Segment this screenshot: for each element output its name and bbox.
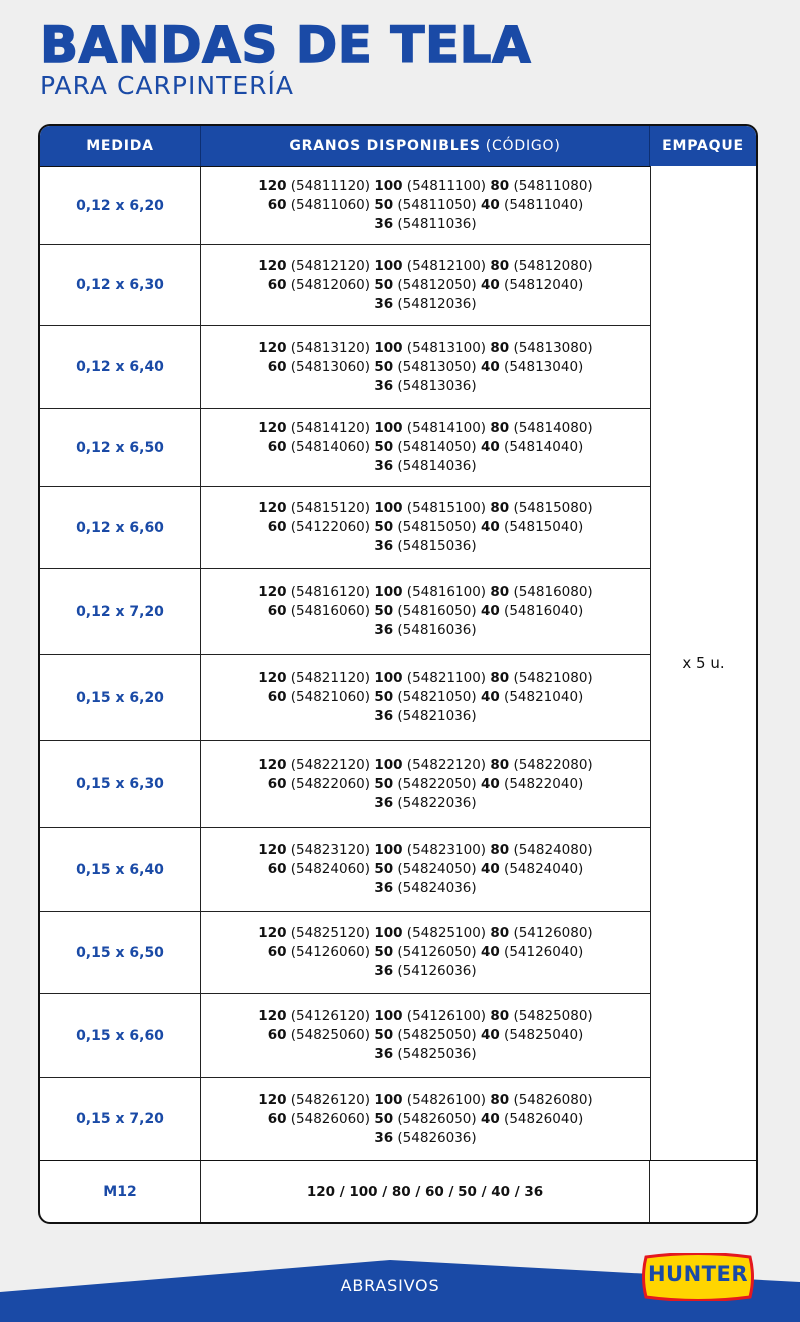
grit-number: 36: [374, 794, 394, 811]
grit-code: (54815120): [286, 500, 375, 516]
grit-number: 80: [490, 756, 510, 773]
grit-number: 80: [490, 178, 510, 194]
grit-number: 100: [374, 756, 403, 773]
granos-line: [374, 1129, 476, 1148]
grit-number: 80: [490, 257, 510, 274]
granos-line: [258, 924, 592, 943]
granos-line: [258, 419, 592, 438]
grit-code: (54126100): [402, 1008, 491, 1024]
granos-cell: [201, 167, 650, 244]
grit-number: 50: [374, 1110, 394, 1127]
granos-cell: [201, 326, 650, 408]
medida-cell: 0,12 x 6,50: [40, 409, 201, 486]
grit-code: (54813050): [393, 358, 481, 375]
grit-number: 100: [374, 925, 403, 941]
grit-code: (54824060): [286, 861, 375, 877]
table-row: [40, 828, 756, 912]
grit-number: 80: [490, 670, 510, 686]
grit-number: 40: [480, 1027, 500, 1043]
table-footer-row: [40, 1160, 756, 1222]
table-row: [40, 409, 756, 487]
granos-cell: [201, 409, 650, 486]
granos-line: [268, 688, 584, 707]
granos-line: [374, 621, 476, 640]
grit-code: (54821036): [393, 708, 477, 724]
granos-line: [258, 339, 592, 358]
grit-code: (54811036): [393, 216, 477, 232]
grit-code: (54815036): [393, 538, 477, 554]
grit-code: (54811080): [509, 178, 593, 194]
grit-code: (54126040): [499, 944, 584, 960]
granos-line: [258, 756, 592, 775]
granos-cell: [201, 487, 650, 568]
grit-code: (54825060): [286, 1027, 375, 1043]
product-table: [38, 124, 758, 1224]
grit-number: 80: [490, 339, 510, 356]
grit-number: 60: [267, 603, 287, 619]
grit-number: 36: [374, 1046, 394, 1062]
grit-number: 36: [374, 963, 394, 979]
grit-number: 80: [490, 420, 510, 436]
granos-cell: [201, 1078, 650, 1160]
grit-number: 60: [267, 861, 287, 877]
grit-code: (54811120): [286, 178, 375, 194]
grit-number: 100: [374, 339, 403, 356]
medida-cell: 0,12 x 6,60: [40, 487, 201, 568]
grit-number: 40: [480, 1110, 500, 1127]
table-header: [40, 126, 756, 166]
table-row: [40, 167, 756, 245]
grit-number: 60: [267, 689, 287, 705]
grit-code: (54825040): [499, 1027, 584, 1043]
grit-code: (54821040): [499, 689, 584, 705]
grit-code: (54826120): [286, 1091, 375, 1108]
medida-cell: 0,15 x 6,40: [40, 828, 201, 911]
grit-code: (54813120): [286, 339, 375, 356]
grit-code: (54812060): [286, 276, 375, 293]
grit-code: (54811040): [499, 197, 584, 213]
granos-line: [258, 841, 592, 860]
grit-code: (54811100): [402, 178, 491, 194]
granos-line: [268, 358, 584, 377]
table-row: [40, 569, 756, 655]
grit-number: 36: [374, 880, 394, 896]
grit-code: (54815100): [402, 500, 491, 516]
grit-number: 60: [267, 519, 287, 535]
granos-cell: [201, 245, 650, 325]
grit-number: 120: [258, 1091, 287, 1108]
grit-number: 50: [374, 861, 394, 877]
grit-number: 50: [374, 689, 394, 705]
grit-number: 120: [258, 670, 287, 686]
grit-number: 50: [374, 276, 394, 293]
granos-line: [374, 962, 476, 981]
grit-code: (54813060): [286, 358, 375, 375]
grit-number: 60: [267, 1110, 287, 1127]
grit-number: 80: [490, 1008, 510, 1024]
grit-number: 80: [490, 500, 510, 516]
medida-cell: 0,12 x 6,20: [40, 167, 201, 244]
granos-line: [268, 438, 584, 457]
granos-cell: [201, 655, 650, 740]
grit-number: 60: [267, 775, 287, 792]
grit-number: 36: [374, 295, 394, 312]
granos-line: [258, 257, 592, 276]
medida-cell: 0,15 x 6,50: [40, 912, 201, 993]
grit-number: 80: [490, 584, 510, 600]
granos-cell: [201, 569, 650, 654]
table-row: [40, 655, 756, 741]
grit-number: 100: [374, 500, 403, 516]
grit-number: 36: [374, 708, 394, 724]
grit-code: (54816060): [286, 603, 375, 619]
grit-code: (54814100): [402, 420, 491, 436]
table-row: [40, 912, 756, 994]
grit-number: 60: [267, 944, 287, 960]
page-subtitle: PARA CARPINTERÍA: [40, 71, 294, 100]
footer-granos: 120 / 100 / 80 / 60 / 50 / 40 / 36: [201, 1161, 650, 1223]
granos-line: [374, 537, 476, 556]
grit-number: 60: [267, 1027, 287, 1043]
grit-code: (54823100): [402, 842, 491, 858]
grit-number: 120: [258, 584, 287, 600]
grit-code: (54826040): [499, 1110, 584, 1127]
grit-number: 40: [480, 519, 500, 535]
grit-number: 36: [374, 458, 394, 474]
granos-line: [268, 196, 584, 215]
grit-number: 100: [374, 1091, 403, 1108]
grit-number: 40: [480, 775, 500, 792]
granos-cell: [201, 741, 650, 827]
grit-number: 80: [490, 925, 510, 941]
grit-number: 120: [258, 756, 287, 773]
granos-cell: [201, 912, 650, 993]
granos-line: [268, 1026, 584, 1045]
grit-code: (54126080): [509, 925, 593, 941]
grit-code: (54812100): [402, 257, 491, 274]
table-row: [40, 1078, 756, 1161]
granos-line: [268, 276, 584, 295]
grit-code: (54826100): [402, 1091, 491, 1108]
grit-code: (54126036): [393, 963, 477, 979]
grit-number: 120: [258, 500, 287, 516]
grit-number: 120: [258, 257, 287, 274]
grit-code: (54821060): [286, 689, 375, 705]
grit-code: (54824040): [499, 861, 584, 877]
grit-code: (54812120): [286, 257, 375, 274]
grit-code: (54814050): [393, 439, 481, 455]
grit-number: 50: [374, 1027, 394, 1043]
granos-line: [268, 943, 584, 962]
grit-code: (54822080): [509, 756, 593, 773]
grit-number: 60: [267, 197, 287, 213]
grit-number: 50: [374, 944, 394, 960]
grit-number: 50: [374, 519, 394, 535]
granos-line: [258, 583, 592, 602]
column-header-empaque: EMPAQUE: [662, 138, 744, 154]
grit-number: 100: [374, 420, 403, 436]
grit-number: 40: [480, 861, 500, 877]
table-row: [40, 741, 756, 828]
grit-code: (54825120): [286, 925, 375, 941]
grit-number: 40: [480, 358, 500, 375]
grit-number: 50: [374, 603, 394, 619]
grit-code: (54821050): [393, 689, 481, 705]
grit-number: 100: [374, 178, 403, 194]
grit-number: 40: [480, 944, 500, 960]
grit-code: (54814060): [286, 439, 375, 455]
grit-code: (54126120): [286, 1008, 375, 1024]
granos-line: [374, 215, 476, 234]
granos-line: [258, 499, 592, 518]
grit-number: 120: [258, 339, 287, 356]
grit-code: (54814080): [509, 420, 593, 436]
grit-number: 100: [374, 257, 403, 274]
grit-code: (54812080): [509, 257, 593, 274]
grit-code: (54816100): [402, 584, 491, 600]
grit-code: (54122060): [286, 519, 375, 535]
grit-code: (54821080): [509, 670, 593, 686]
medida-cell: 0,15 x 6,60: [40, 994, 201, 1077]
grit-code: (54825050): [393, 1027, 481, 1043]
grit-code: (54822036): [393, 794, 477, 811]
grit-code: (54822050): [393, 775, 481, 792]
granos-cell: [201, 994, 650, 1077]
grit-code: (54814040): [499, 439, 584, 455]
grit-code: (54815080): [509, 500, 593, 516]
granos-line: [374, 295, 476, 314]
granos-line: [374, 1045, 476, 1064]
grit-number: 36: [374, 538, 394, 554]
granos-cell: [201, 828, 650, 911]
empaque-value: x 5 u.: [650, 166, 756, 1160]
grit-code: (54813036): [393, 377, 477, 394]
grit-number: 50: [374, 775, 394, 792]
grit-code: (54824050): [393, 861, 481, 877]
grit-number: 60: [267, 439, 287, 455]
granos-line: [374, 377, 476, 396]
medida-cell: 0,15 x 6,30: [40, 741, 201, 827]
grit-code: (54815050): [393, 519, 481, 535]
grit-code: (54126050): [393, 944, 481, 960]
grit-code: (54826036): [393, 1129, 477, 1146]
grit-code: (54824036): [393, 880, 477, 896]
grit-code: (54826080): [509, 1091, 593, 1108]
grit-number: 80: [490, 1091, 510, 1108]
grit-number: 80: [490, 842, 510, 858]
grit-number: 36: [374, 1129, 394, 1146]
grit-code: (54813040): [499, 358, 584, 375]
header: [40, 16, 531, 100]
column-header-granos: [201, 126, 650, 166]
granos-line: [258, 1091, 592, 1110]
grit-code: (54812050): [393, 276, 481, 293]
medida-cell: 0,12 x 6,40: [40, 326, 201, 408]
granos-line: [258, 669, 592, 688]
granos-line: [258, 1007, 592, 1026]
grit-code: (54825080): [509, 1008, 593, 1024]
medida-cell: 0,12 x 6,30: [40, 245, 201, 325]
grit-number: 120: [258, 420, 287, 436]
grit-number: 40: [480, 276, 500, 293]
grit-code: (54126060): [286, 944, 375, 960]
hunter-logo-text: HUNTER: [647, 1262, 749, 1286]
grit-code: (54816040): [499, 603, 584, 619]
footer-label: ABRASIVOS: [340, 1276, 440, 1295]
grit-number: 100: [374, 584, 403, 600]
footer-medida: M12: [40, 1161, 201, 1223]
grit-number: 40: [480, 689, 500, 705]
grit-number: 36: [374, 216, 394, 232]
grit-code: (54822120): [286, 756, 375, 773]
grit-number: 50: [374, 358, 394, 375]
grit-number: 100: [374, 842, 403, 858]
grit-number: 100: [374, 1008, 403, 1024]
grit-code: (54816080): [509, 584, 593, 600]
grit-code: (54826060): [286, 1110, 375, 1127]
grit-number: 120: [258, 842, 287, 858]
granos-line: [374, 707, 476, 726]
grit-number: 40: [480, 603, 500, 619]
grit-code: (54816050): [393, 603, 481, 619]
grit-number: 50: [374, 197, 394, 213]
grit-code: (54813100): [402, 339, 491, 356]
table-row: [40, 994, 756, 1078]
granos-line: [268, 775, 584, 794]
column-header-medida: MEDIDA: [40, 126, 201, 166]
granos-line: [268, 602, 584, 621]
column-header-granos-sub: (CÓDIGO): [485, 138, 561, 154]
grit-code: (54812040): [499, 276, 584, 293]
grit-code: (54816120): [286, 584, 375, 600]
table-row: [40, 326, 756, 409]
grit-code: (54822060): [286, 775, 375, 792]
grit-number: 36: [374, 622, 394, 638]
medida-cell: 0,12 x 7,20: [40, 569, 201, 654]
grit-code: (54825036): [393, 1046, 477, 1062]
table-row: [40, 487, 756, 569]
grit-number: 50: [374, 439, 394, 455]
grit-code: (54814036): [393, 458, 477, 474]
grit-number: 120: [258, 178, 287, 194]
grit-number: 36: [374, 377, 394, 394]
grit-number: 60: [267, 276, 287, 293]
grit-code: (54822120): [402, 756, 491, 773]
granos-line: [258, 177, 592, 196]
grit-code: (54816036): [393, 622, 477, 638]
granos-line: [374, 457, 476, 476]
grit-code: (54814120): [286, 420, 375, 436]
grit-code: (54821100): [402, 670, 491, 686]
grit-number: 60: [267, 358, 287, 375]
grit-number: 40: [480, 439, 500, 455]
medida-cell: 0,15 x 7,20: [40, 1078, 201, 1160]
table-body: [40, 166, 756, 1161]
grit-code: (54811050): [393, 197, 481, 213]
granos-line: [268, 860, 584, 879]
granos-line: [268, 518, 584, 537]
granos-line: [268, 1110, 584, 1129]
grit-number: 120: [258, 1008, 287, 1024]
grit-number: 100: [374, 670, 403, 686]
page-title: BANDAS DE TELA: [40, 16, 532, 74]
medida-cell: 0,15 x 6,20: [40, 655, 201, 740]
grit-code: (54825100): [402, 925, 491, 941]
grit-code: (54811060): [286, 197, 375, 213]
granos-line: [374, 879, 476, 898]
grit-code: (54815040): [499, 519, 584, 535]
table-row: [40, 245, 756, 326]
grit-code: (54823120): [286, 842, 375, 858]
grit-code: (54821120): [286, 670, 375, 686]
grit-number: 40: [480, 197, 500, 213]
granos-line: [374, 794, 476, 813]
grit-code: (54812036): [393, 295, 477, 312]
grit-code: (54826050): [393, 1110, 481, 1127]
grit-code: (54822040): [499, 775, 584, 792]
grit-code: (54824080): [509, 842, 593, 858]
grit-code: (54813080): [509, 339, 593, 356]
footer-empaque-empty: [650, 1161, 756, 1222]
grit-number: 120: [258, 925, 287, 941]
column-header-granos-label: GRANOS DISPONIBLES: [289, 138, 481, 154]
